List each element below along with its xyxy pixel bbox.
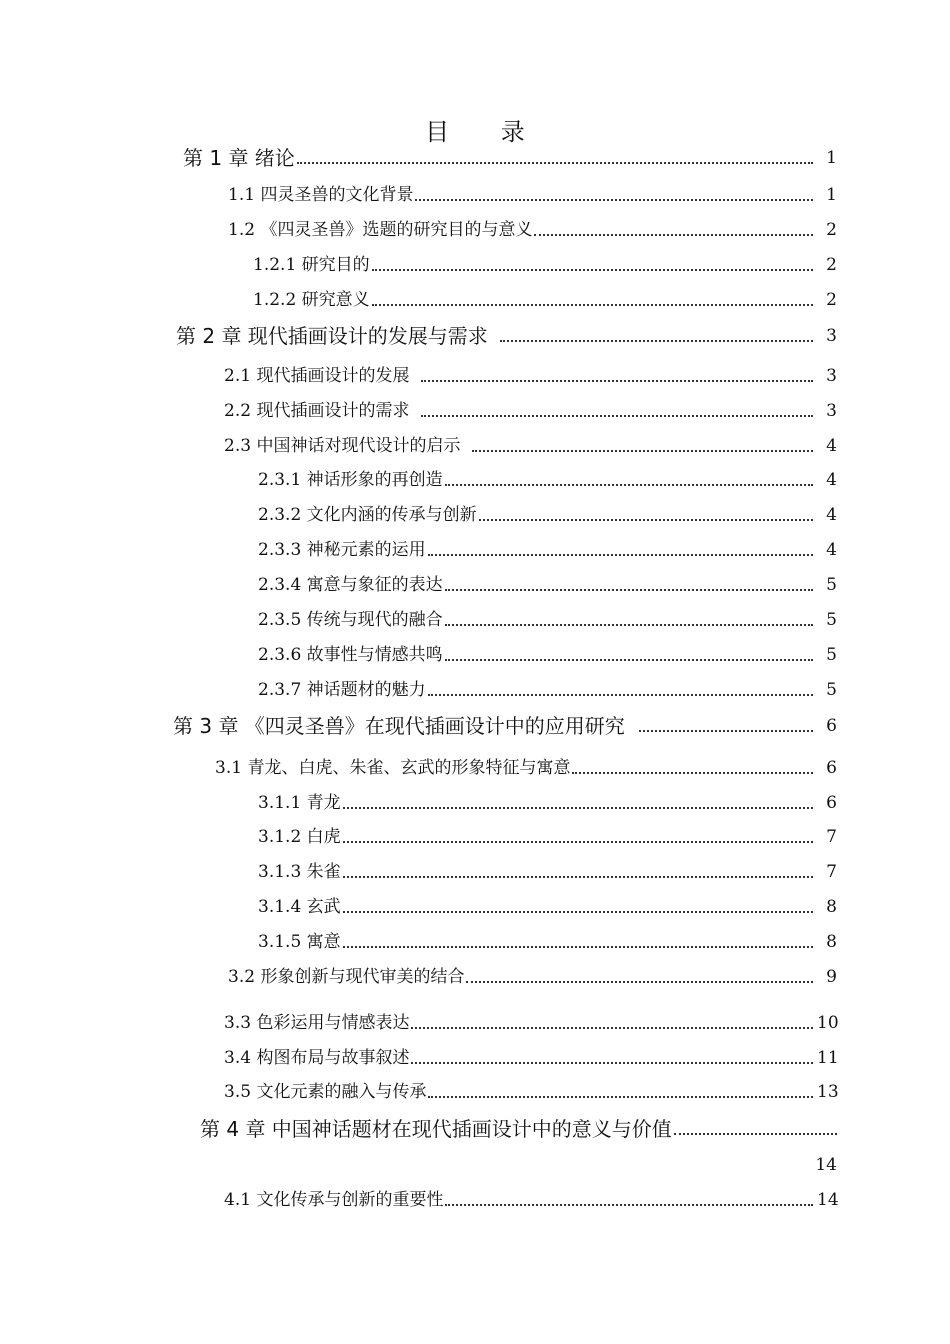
toc-entry-2-3[interactable] <box>224 434 837 458</box>
toc-entry-3-3[interactable] <box>224 1011 837 1035</box>
toc-entry-page: 2 <box>826 220 837 240</box>
toc-entry-label: 第 2 章 现代插画设计的发展与需求 <box>176 324 488 348</box>
toc-entry-page: 2 <box>826 290 837 310</box>
toc-entry-label: 2.3.7 神话题材的魅力 <box>258 680 426 700</box>
dot-leader <box>372 300 813 306</box>
dot-leader <box>572 768 813 774</box>
toc-entry-label: 3.1.3 朱雀 <box>258 862 341 882</box>
toc-entry-1-1[interactable] <box>228 183 837 207</box>
toc-entry-page: 6 <box>826 793 837 813</box>
dot-leader <box>472 446 813 452</box>
toc-entry-chapter-2[interactable] <box>176 324 837 348</box>
dot-leader <box>466 977 813 983</box>
dot-leader <box>343 942 813 948</box>
toc-entry-page: 3 <box>826 401 837 421</box>
toc-entry-page: 5 <box>826 645 837 665</box>
toc-title: 目 录 <box>425 118 547 146</box>
toc-entry-page: 4 <box>826 540 837 560</box>
toc-entry-page: 9 <box>826 967 837 987</box>
toc-entry-3-1-3[interactable] <box>258 860 837 884</box>
dot-leader <box>479 515 813 521</box>
toc-entry-3-1[interactable] <box>215 756 837 780</box>
toc-entry-1-2-2[interactable] <box>253 288 837 312</box>
toc-entry-page: 4 <box>826 436 837 456</box>
toc-entry-2-3-3[interactable] <box>258 538 837 562</box>
toc-entry-3-4[interactable] <box>224 1046 837 1070</box>
toc-entry-3-1-1[interactable] <box>258 791 837 815</box>
dot-leader <box>445 480 813 486</box>
toc-entry-label: 1.2.2 研究意义 <box>253 290 370 310</box>
toc-entry-page: 4 <box>826 470 837 490</box>
toc-entry-chapter-1[interactable] <box>183 146 837 170</box>
toc-entry-label: 3.1 青龙、白虎、朱雀、玄武的形象特征与寓意 <box>215 758 571 778</box>
toc-entry-label: 第 4 章 中国神话题材在现代插画设计中的意义与价值 <box>200 1117 672 1141</box>
toc-entry-page: 2 <box>826 255 837 275</box>
toc-entry-label: 2.1 现代插画设计的发展 <box>224 366 410 386</box>
toc-entry-page: 3 <box>826 326 837 346</box>
dot-leader <box>421 376 813 382</box>
toc-entry-label: 第 3 章 《四灵圣兽》在现代插画设计中的应用研究 <box>173 714 625 738</box>
dot-leader <box>415 195 813 201</box>
dot-leader <box>343 803 813 809</box>
toc-entry-page: 4 <box>826 505 837 525</box>
dot-leader <box>674 1129 837 1135</box>
toc-entry-2-3-7[interactable] <box>258 678 837 702</box>
toc-entry-page: 11 <box>817 1048 839 1068</box>
toc-entry-page: 7 <box>826 827 837 847</box>
toc-entry-label: 2.3.1 神话形象的再创造 <box>258 470 443 490</box>
toc-entry-4-1[interactable] <box>224 1188 837 1212</box>
toc-entry-3-2[interactable] <box>228 965 837 989</box>
toc-entry-2-2[interactable] <box>224 399 837 423</box>
toc-entry-label: 3.1.5 寓意 <box>258 932 341 952</box>
toc-entry-label: 2.3.5 传统与现代的融合 <box>258 610 443 630</box>
toc-entry-label: 2.2 现代插画设计的需求 <box>224 401 410 421</box>
toc-entry-label: 1.2.1 研究目的 <box>253 255 370 275</box>
toc-entry-label: 2.3.6 故事性与情感共鸣 <box>258 645 443 665</box>
dot-leader <box>639 726 813 732</box>
dot-leader <box>343 872 813 878</box>
toc-entry-2-3-1[interactable] <box>258 468 837 492</box>
toc-entry-chapter-4[interactable] <box>200 1117 837 1141</box>
toc-entry-page: 1 <box>826 148 837 168</box>
toc-entry-page: 7 <box>826 862 837 882</box>
toc-entry-page: 8 <box>826 897 837 917</box>
dot-leader <box>421 411 813 417</box>
toc-entry-2-1[interactable] <box>224 364 837 388</box>
toc-entry-page: 10 <box>817 1013 839 1033</box>
toc-entry-2-3-2[interactable] <box>258 503 837 527</box>
toc-entry-page: 6 <box>826 716 837 736</box>
toc-entry-page: 3 <box>826 366 837 386</box>
toc-entry-chapter-3[interactable] <box>173 714 837 738</box>
toc-entry-label: 2.3.3 神秘元素的运用 <box>258 540 426 560</box>
toc-entry-1-2[interactable] <box>228 218 837 242</box>
dot-leader <box>445 1200 813 1206</box>
toc-entry-page: 5 <box>826 680 837 700</box>
toc-entry-label: 4.1 文化传承与创新的重要性 <box>224 1190 444 1210</box>
toc-entry-page: 14 <box>817 1190 839 1210</box>
toc-entry-2-3-4[interactable] <box>258 573 837 597</box>
dot-leader <box>534 230 813 236</box>
toc-entry-label: 2.3.4 寓意与象征的表达 <box>258 575 443 595</box>
toc-entry-label: 1.2 《四灵圣兽》选题的研究目的与意义 <box>228 220 533 240</box>
toc-entry-page: 5 <box>826 610 837 630</box>
toc-entry-page: 1 <box>826 185 837 205</box>
dot-leader <box>343 907 813 913</box>
toc-entry-label: 3.3 色彩运用与情感表达 <box>224 1013 410 1033</box>
toc-entry-label: 3.1.1 青龙 <box>258 793 341 813</box>
toc-entry-page: 8 <box>826 932 837 952</box>
toc-entry-page: 5 <box>826 575 837 595</box>
toc-entry-2-3-6[interactable] <box>258 643 837 667</box>
dot-leader <box>428 550 813 556</box>
toc-entry-3-1-4[interactable] <box>258 895 837 919</box>
toc-entry-label: 3.2 形象创新与现代审美的结合 <box>228 967 465 987</box>
dot-leader <box>343 837 813 843</box>
toc-entry-3-1-5[interactable] <box>258 930 837 954</box>
toc-entry-1-2-1[interactable] <box>253 253 837 277</box>
toc-entry-label: 第 1 章 绪论 <box>183 146 295 170</box>
dot-leader <box>445 585 813 591</box>
toc-entry-3-1-2[interactable] <box>258 825 837 849</box>
toc-entry-page: 6 <box>826 758 837 778</box>
dot-leader <box>411 1058 813 1064</box>
dot-leader <box>445 620 813 626</box>
dot-leader <box>445 655 813 661</box>
dot-leader <box>428 1092 813 1098</box>
toc-entry-2-3-5[interactable] <box>258 608 837 632</box>
dot-leader <box>500 336 813 342</box>
toc-entry-label: 2.3.2 文化内涵的传承与创新 <box>258 505 477 525</box>
dot-leader <box>372 265 813 271</box>
toc-entry-label: 3.4 构图布局与故事叙述 <box>224 1048 410 1068</box>
toc-entry-page: 13 <box>817 1082 839 1102</box>
toc-entry-chapter-4-page: 14 <box>815 1155 837 1175</box>
toc-entry-label: 3.5 文化元素的融入与传承 <box>224 1082 427 1102</box>
dot-leader <box>411 1023 813 1029</box>
dot-leader <box>428 690 813 696</box>
toc-entry-label: 1.1 四灵圣兽的文化背景 <box>228 185 414 205</box>
dot-leader <box>297 158 813 164</box>
toc-entry-label: 2.3 中国神话对现代设计的启示 <box>224 436 461 456</box>
toc-entry-label: 3.1.4 玄武 <box>258 897 341 917</box>
toc-entry-3-5[interactable] <box>224 1080 837 1104</box>
toc-entry-label: 3.1.2 白虎 <box>258 827 341 847</box>
